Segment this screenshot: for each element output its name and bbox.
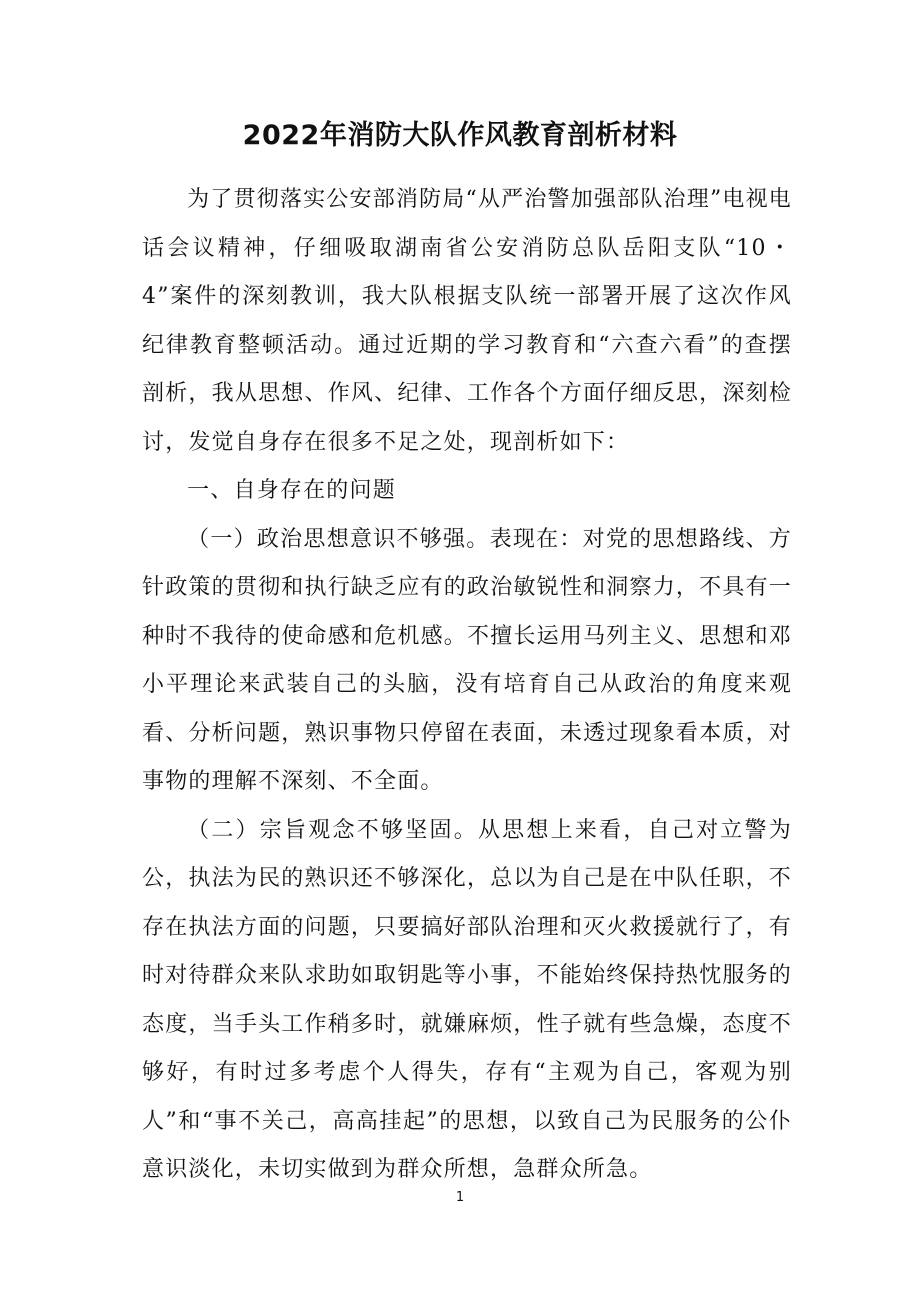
document-title: 2022年消防大队作风教育剖析材料 bbox=[242, 120, 678, 151]
section-heading-problems: 一、自身存在的问题 bbox=[187, 478, 396, 503]
paragraph-political-awareness: （一）政治思想意识不够强。表现在：对党的思想路线、方针政策的贯彻和执行缺乏应有的政治敏锐性和洞察力，不具有一种时不我待的使命感和危机感。不擅长运用马列主义、思想和邓小平理论来武装自己的头脑，没有培育自己从政治的角度来观看、分析问题，熟识事物只停留在表面，未透过现象看本质，对事物的理解不深刻、不全面。 bbox=[142, 526, 792, 794]
paragraph-purpose-concept: （二）宗旨观念不够坚固。从思想上来看，自己对立警为公，执法为民的熟识还不够深化，总以为自己是在中队任职，不存在执法方面的问题，只要搞好部队治理和灭火救援就行了，有时对待群众来队求助如取钥匙等小事，不能始终保持热忱服务的态度，当手头工作稍多时，就嫌麻烦，性子就有些急燥，态度不够好，有时过多考虑个人得失，存有“主观为自己，客观为别人”和“事不关己，高高挂起”的思想，以致自己为民服务的公仆意识淡化，未切实做到为群众所想，急群众所急。 bbox=[142, 817, 792, 1182]
intro-paragraph: 为了贯彻落实公安部消防局“从严治警加强部队治理”电视电话会议精神，仔细吸取湖南省公安消防总队岳阳支队“10・4”案件的深刻教训，我大队根据支队统一部署开展了这次作风纪律教育整顿活动。通过近期的学习教育和“六查六看”的查摆剖析，我从思想、作风、纪律、工作各个方面仔细反思，深刻检讨，发觉自身存在很多不足之处，现剖析如下： bbox=[142, 187, 792, 455]
page-number: 1 bbox=[455, 1190, 465, 1205]
document-body bbox=[142, 176, 792, 1195]
